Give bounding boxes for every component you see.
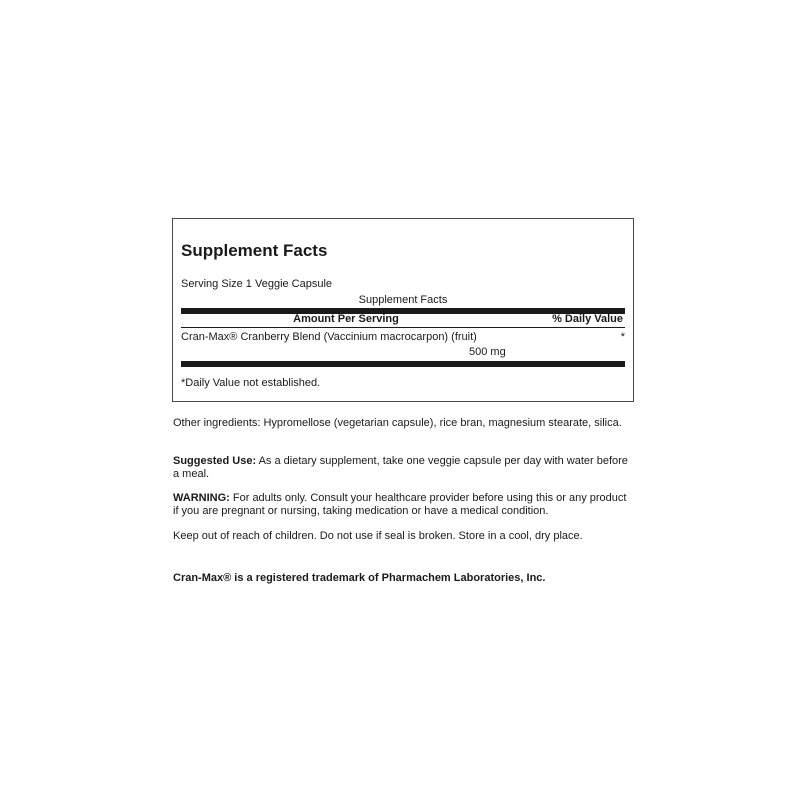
ingredient-name: Cran-Max® Cranberry Blend (Vaccinium macrocarpon) (fruit) — [181, 331, 477, 343]
header-amount-per-serving: Amount Per Serving — [293, 313, 399, 325]
supplement-facts-panel — [172, 218, 634, 402]
storage-instructions: Keep out of reach of children. Do not use if seal is broken. Store in a cool, dry place. — [173, 530, 583, 542]
suggested-use-text: As a dietary supplement, take one veggie capsule per day with water before a meal. — [173, 455, 628, 480]
header-rule — [181, 327, 625, 328]
daily-value-footnote: *Daily Value not established. — [181, 377, 321, 389]
table-bottom-rule — [181, 361, 625, 367]
trademark-notice: Cran-Max® is a registered trademark of Pharmachem Laboratories, Inc. — [173, 572, 546, 584]
header-daily-value: % Daily Value — [552, 313, 623, 325]
suggested-use-label: Suggested Use: — [173, 455, 257, 467]
warning-label: WARNING: — [173, 492, 230, 504]
ingredient-daily-value: * — [620, 331, 625, 343]
suggested-use — [173, 455, 633, 481]
serving-size: Serving Size 1 Veggie Capsule — [181, 278, 333, 290]
other-ingredients: Other ingredients: Hypromellose (vegetarian capsule), rice bran, magnesium stearate, silica. — [173, 417, 622, 429]
warning-text: For adults only. Consult your healthcare provider before using this or any product if you are pregnant or nursing, taking medication or have a medical condition. — [173, 492, 627, 517]
table-caption: Supplement Facts — [358, 294, 448, 306]
ingredient-amount: 500 mg — [469, 346, 506, 358]
warning — [173, 492, 633, 518]
facts-title: Supplement Facts — [181, 241, 328, 260]
